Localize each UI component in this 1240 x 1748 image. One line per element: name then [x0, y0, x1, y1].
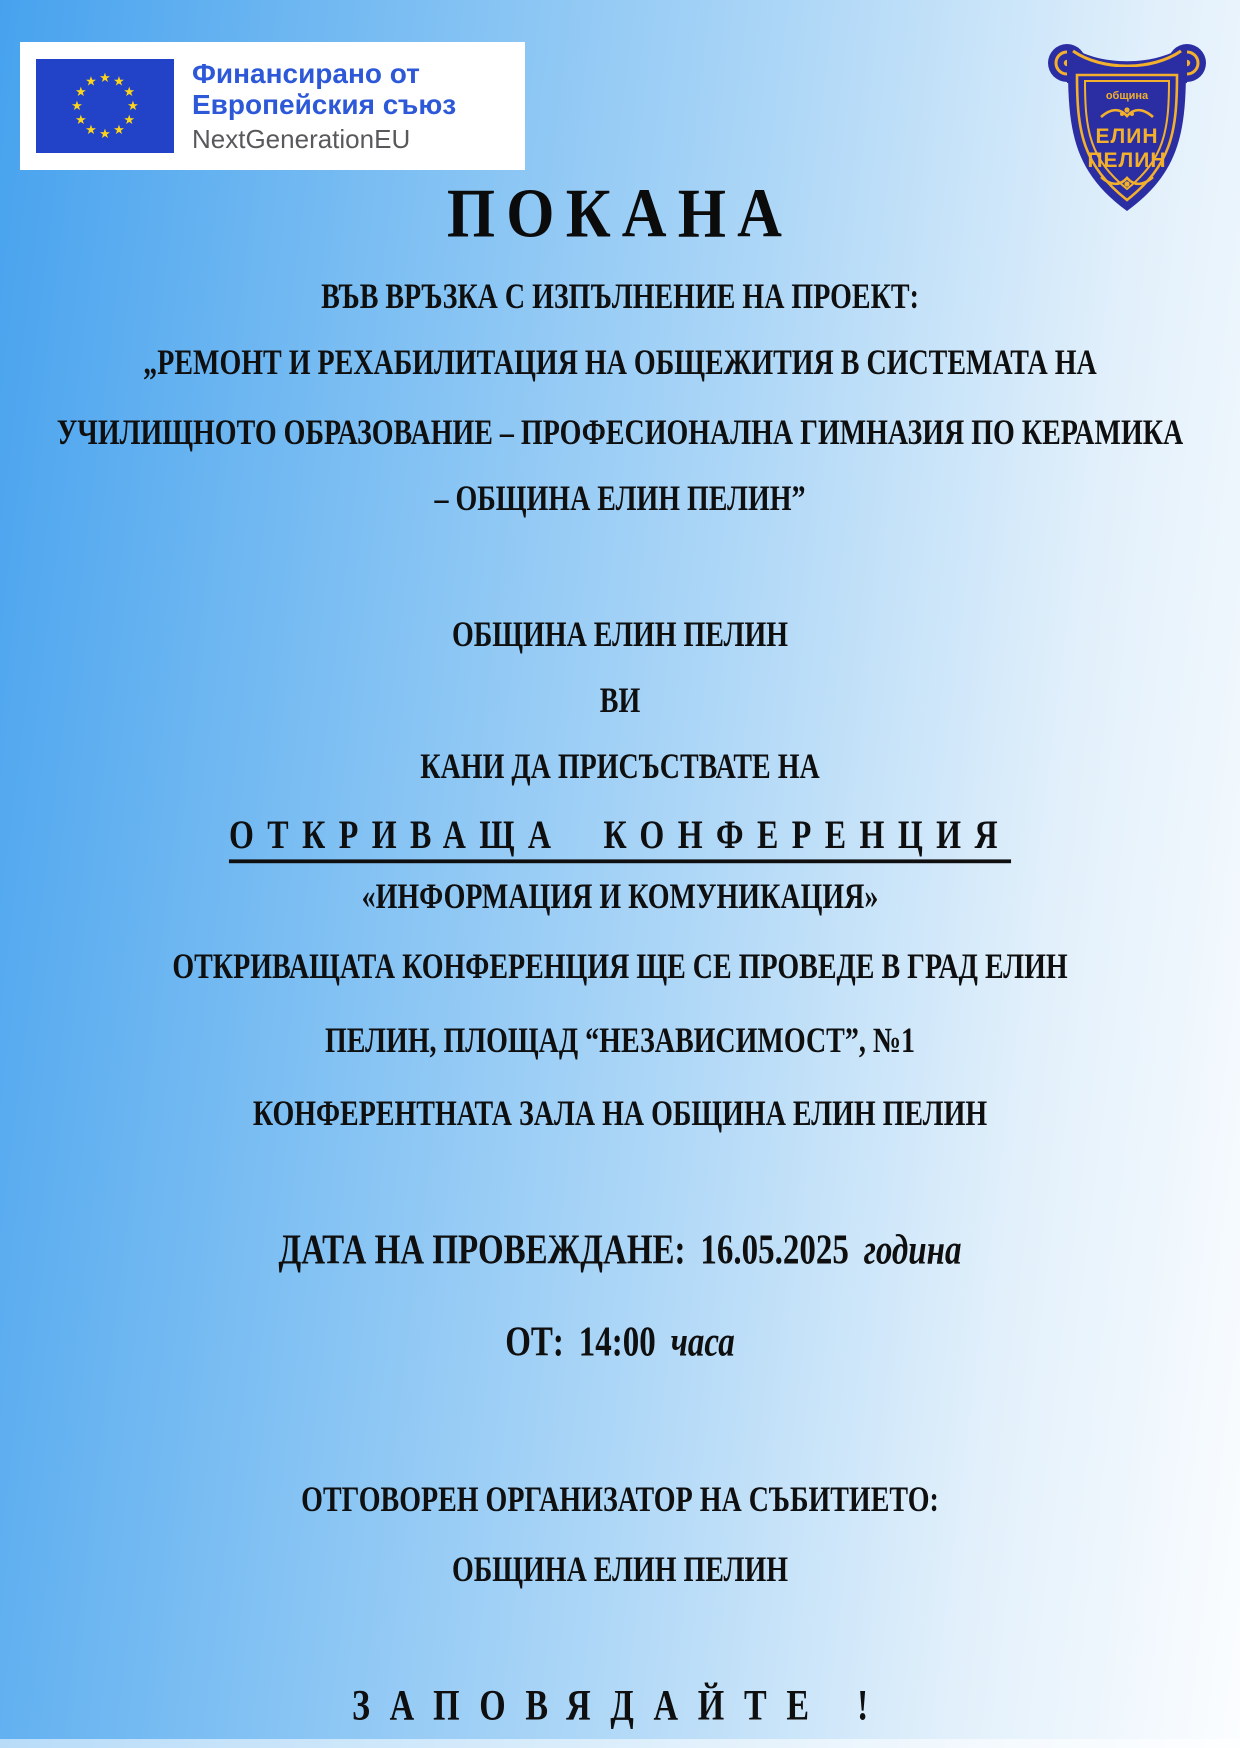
eu-star-icon: ★ — [99, 127, 111, 142]
venue-line-3: КОНФЕРЕНТНАТА ЗАЛА НА ОБЩИНА ЕЛИН ПЕЛИН — [252, 1094, 988, 1135]
organizer-name: ОБЩИНА ЕЛИН ПЕЛИН — [451, 1550, 789, 1591]
crest-name-line1: ЕЛИН — [1095, 125, 1159, 148]
venue-line-2: ПЕЛИН, ПЛОЩАД “НЕЗАВИСИМОСТ”, №1 — [325, 1021, 915, 1062]
eu-program-name: NextGenerationEU — [192, 123, 411, 154]
project-name-line-3: – ОБЩИНА ЕЛИН ПЕЛИН” — [434, 479, 806, 520]
bottom-edge-strip — [0, 1739, 1240, 1748]
date-word: година — [863, 1228, 962, 1274]
time-label: ОТ: — [505, 1320, 564, 1366]
crest-name-line2: ПЕЛИН — [1087, 149, 1167, 172]
eu-funded-line2: Европейския съюз — [192, 89, 457, 121]
event-date-line — [0, 1223, 1240, 1279]
eu-star-icon: ★ — [99, 71, 111, 86]
time-word: часа — [670, 1320, 735, 1366]
host-line: ОБЩИНА ЕЛИН ПЕЛИН — [451, 615, 789, 656]
invite-line: КАНИ ДА ПРИСЪСТВАТЕ НА — [420, 747, 820, 788]
project-name-line-1: „РЕМОНТ И РЕХАБИЛИТАЦИЯ НА ОБЩЕЖИТИЯ В СИСТЕМАТА НА — [143, 343, 1097, 384]
eu-star-icon: ★ — [74, 85, 87, 100]
organizer-label: ОТГОВОРЕН ОРГАНИЗАТОР НА СЪБИТИЕТО: — [301, 1480, 939, 1521]
eu-star-icon: ★ — [123, 85, 136, 100]
eu-star-icon: ★ — [85, 123, 97, 139]
time-value: 14:00 — [578, 1320, 656, 1366]
intro-line: ВЪВ ВРЪЗКА С ИЗПЪЛНЕНИЕ НА ПРОЕКТ: — [321, 277, 919, 318]
eu-star-icon: ★ — [113, 74, 125, 90]
eu-star-icon: ★ — [113, 123, 125, 139]
eu-star-icon: ★ — [85, 74, 97, 90]
event-title: ОТКРИВАЩА КОНФЕРЕНЦИЯ — [228, 811, 1012, 857]
event-time-line — [0, 1315, 1240, 1371]
date-label: ДАТА НА ПРОВЕЖДАНЕ: — [278, 1228, 686, 1274]
page-title: ПОКАНА — [446, 175, 794, 253]
eu-star-icon: ★ — [74, 113, 87, 128]
crest-municipality-label: община — [1105, 90, 1149, 102]
eu-funded-line1: Финансирано от — [192, 58, 420, 90]
eu-star-icon: ★ — [123, 113, 136, 128]
eu-star-icon: ★ — [127, 99, 139, 114]
project-name-line-2: УЧИЛИЩНОТО ОБРАЗОВАНИЕ – ПРОФЕСИОНАЛНА ГИМНАЗИЯ ПО КЕРАМИКА — [56, 413, 1184, 454]
date-value: 16.05.2025 — [700, 1228, 849, 1274]
you-line: ВИ — [599, 681, 641, 722]
closing-line: ЗАПОВЯДАЙТЕ ! — [351, 1682, 888, 1730]
event-theme: «ИНФОРМАЦИЯ И КОМУНИКАЦИЯ» — [361, 877, 879, 918]
eu-star-icon: ★ — [71, 99, 83, 114]
venue-line-1: ОТКРИВАЩАТА КОНФЕРЕНЦИЯ ЩЕ СЕ ПРОВЕДЕ В ГРАД ЕЛИН — [172, 947, 1068, 988]
